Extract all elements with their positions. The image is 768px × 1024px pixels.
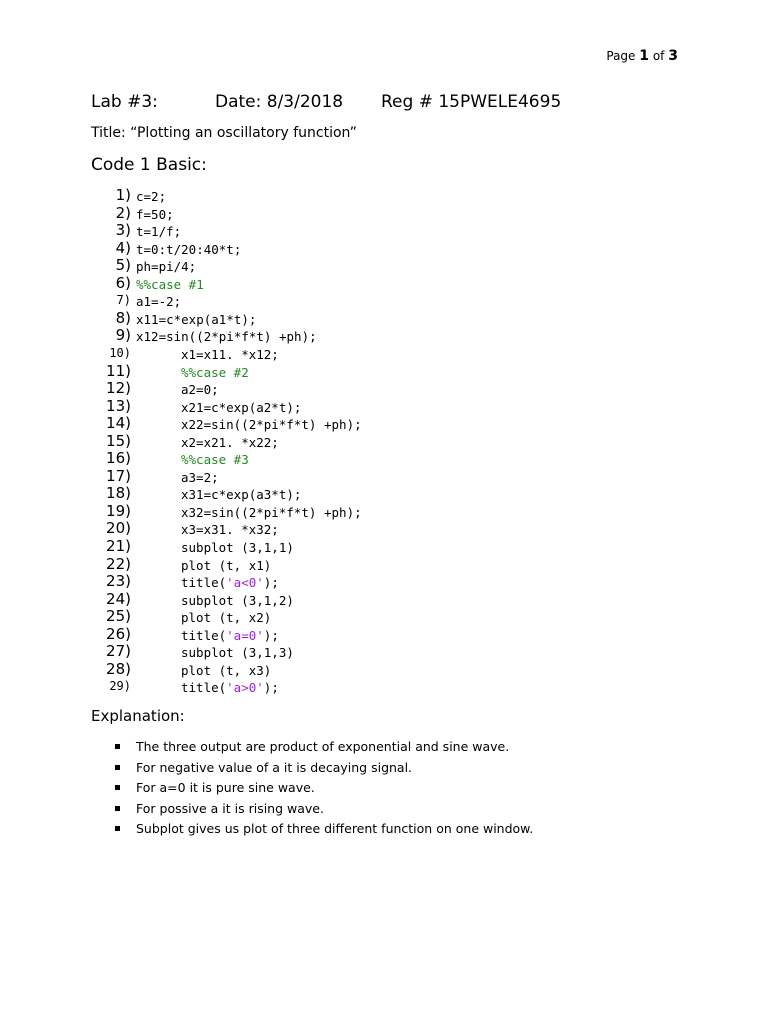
code-text xyxy=(136,223,181,240)
code-token: subplot (3,1,3) xyxy=(181,645,294,661)
page-total: 3 xyxy=(668,48,678,64)
code-text xyxy=(136,328,317,345)
code-text xyxy=(181,504,362,521)
code-text xyxy=(181,662,271,679)
code-token: x11=c*exp(a1*t); xyxy=(136,311,257,327)
code-comment: %%case #2 xyxy=(181,364,249,380)
explanation-text: For negative value of a it is decaying signal. xyxy=(136,759,413,775)
lab-date: Date: 8/3/2018 xyxy=(215,92,344,112)
line-number: 11) xyxy=(106,361,131,380)
code-text xyxy=(181,486,301,503)
line-number: 5) xyxy=(115,256,131,275)
code-text xyxy=(136,311,256,328)
line-number: 29) xyxy=(109,679,131,694)
lab-number: Lab #3: xyxy=(91,92,158,112)
line-number: 21) xyxy=(106,537,131,555)
line-number: 15) xyxy=(106,431,131,450)
explanation-item xyxy=(112,800,533,821)
code-text xyxy=(136,276,204,293)
code-token: ph=pi/4; xyxy=(136,259,197,275)
code-token: subplot (3,1,1) xyxy=(181,540,294,555)
code-token: t=0:t/20:40*t; xyxy=(136,241,242,257)
line-number: 26) xyxy=(106,624,131,643)
code-token: subplot (3,1,2) xyxy=(181,592,294,608)
explanation-text: For a=0 it is pure sine wave. xyxy=(136,780,315,796)
line-number: 27) xyxy=(106,642,131,661)
code-token: a1=-2; xyxy=(136,294,182,310)
code-token: f=50; xyxy=(136,206,174,222)
code-token: x2=x21. *x22; xyxy=(181,434,279,450)
line-number: 12) xyxy=(106,379,131,398)
line-number: 19) xyxy=(106,501,131,520)
page-of: of xyxy=(652,49,665,63)
code-token: a3=2; xyxy=(181,469,219,485)
code-text xyxy=(136,258,196,275)
explanation-heading: Explanation: xyxy=(91,707,185,725)
bullet-square-icon xyxy=(115,744,120,749)
line-number: 2) xyxy=(115,203,131,222)
code-token: x3=x31. *x32; xyxy=(181,522,279,538)
bullet-square-icon xyxy=(115,785,120,790)
code-token: title( xyxy=(181,575,227,591)
code-token: ); xyxy=(263,575,279,591)
code-text xyxy=(181,434,279,451)
code-comment: %%case #1 xyxy=(136,276,204,292)
code-text xyxy=(181,399,301,416)
code-token: plot (t, x1) xyxy=(181,557,272,573)
code-string: 'a>0' xyxy=(226,680,264,696)
page-number xyxy=(606,48,678,64)
line-number: 24) xyxy=(106,589,131,608)
code-token: x31=c*exp(a3*t); xyxy=(181,487,302,503)
code-token: ); xyxy=(263,627,279,643)
code-text xyxy=(181,381,219,398)
code-token: t=1/f; xyxy=(136,224,182,240)
line-number: 22) xyxy=(106,554,131,573)
code-text xyxy=(181,679,279,696)
explanation-list xyxy=(112,738,533,841)
bullet-square-icon xyxy=(115,765,120,770)
code-text xyxy=(181,592,294,609)
code-token: plot (t, x3) xyxy=(181,662,272,678)
code-token: x12=sin((2*pi*f*t) +ph); xyxy=(136,329,317,345)
line-number: 1) xyxy=(115,186,131,204)
code-text xyxy=(181,469,219,486)
code-token: x32=sin((2*pi*f*t) +ph); xyxy=(181,504,362,520)
line-number: 6) xyxy=(115,273,131,292)
code-text xyxy=(181,609,271,626)
line-number: 18) xyxy=(106,484,131,503)
code-text xyxy=(136,206,174,223)
line-number: 3) xyxy=(115,221,131,240)
section-heading: Code 1 Basic: xyxy=(91,155,207,175)
code-token: ); xyxy=(263,680,279,696)
bullet-square-icon xyxy=(115,826,120,831)
code-text xyxy=(181,451,249,468)
code-text xyxy=(181,346,279,363)
code-text xyxy=(136,293,181,310)
explanation-text: Subplot gives us plot of three different function on one window. xyxy=(136,821,534,837)
code-text xyxy=(181,521,279,538)
code-text xyxy=(181,574,279,591)
line-number: 4) xyxy=(115,238,131,257)
line-number: 9) xyxy=(115,326,131,345)
explanation-item xyxy=(112,759,533,780)
line-number: 28) xyxy=(106,659,131,678)
code-comment: %%case #3 xyxy=(181,452,249,468)
code-token: title( xyxy=(181,680,227,696)
line-number: 7) xyxy=(116,293,131,308)
code-token: x22=sin((2*pi*f*t) +ph); xyxy=(181,417,362,433)
code-text xyxy=(181,644,294,661)
document-title: Title: “Plotting an oscillatory function” xyxy=(91,125,357,141)
code-token: a2=0; xyxy=(181,382,219,398)
code-token: c=2; xyxy=(136,189,167,204)
code-token: x21=c*exp(a2*t); xyxy=(181,399,302,415)
code-token: title( xyxy=(181,627,227,643)
line-number: 10) xyxy=(109,345,131,360)
line-number: 14) xyxy=(106,414,131,433)
code-text xyxy=(181,539,294,556)
explanation-item xyxy=(112,820,533,841)
line-number: 13) xyxy=(106,396,131,415)
line-number: 17) xyxy=(106,466,131,485)
code-token: plot (t, x2) xyxy=(181,610,272,626)
explanation-text: The three output are product of exponential and sine wave. xyxy=(136,739,510,754)
bullet-square-icon xyxy=(115,806,120,811)
code-text xyxy=(136,188,166,205)
line-number: 23) xyxy=(106,572,131,591)
code-text xyxy=(181,416,362,433)
reg-number: Reg # 15PWELE4695 xyxy=(381,92,562,112)
code-text xyxy=(181,364,249,381)
line-number: 16) xyxy=(106,449,131,468)
code-text xyxy=(181,627,279,644)
code-text xyxy=(136,241,241,258)
code-string: 'a<0' xyxy=(226,575,264,591)
code-token: x1=x11. *x12; xyxy=(181,346,279,362)
code-string: 'a=0' xyxy=(226,627,264,643)
page-current: 1 xyxy=(639,48,650,64)
line-number: 8) xyxy=(115,308,131,327)
line-number: 20) xyxy=(106,519,131,538)
code-text xyxy=(181,557,271,574)
line-number: 25) xyxy=(106,607,131,626)
explanation-item xyxy=(112,779,533,800)
page-label: Page xyxy=(606,49,636,63)
explanation-item xyxy=(112,738,533,759)
explanation-text: For possive a it is rising wave. xyxy=(136,800,324,816)
